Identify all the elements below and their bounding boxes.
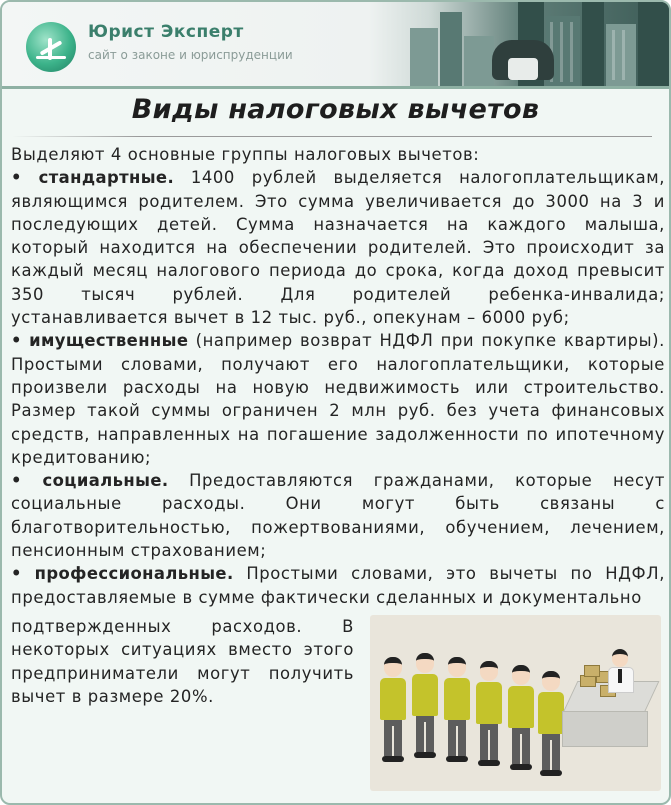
person-figure-icon — [444, 657, 470, 767]
list-item — [11, 469, 665, 562]
item-text: Простыми словами, это вычеты по НДФЛ, предоставляемые в сумме фактически сделанных и документально — [11, 564, 665, 607]
continuation-text: подтвержденных расходов. В некоторых ситуациях вместо этого предприниматели могут получить вычет в размере 20%. — [11, 617, 354, 706]
queue-illustration — [370, 615, 661, 791]
intro-paragraph: Выделяют 4 основные группы налоговых вычетов: — [11, 145, 480, 164]
item-term: стандартные. — [38, 168, 175, 188]
bullet: • — [11, 564, 22, 584]
article-body — [11, 143, 665, 609]
person-figure-icon — [476, 661, 502, 771]
person-figure-icon — [508, 665, 534, 775]
person-figure-icon — [412, 653, 438, 763]
item-term: имущественные — [29, 331, 189, 351]
person-figure-icon — [380, 657, 406, 767]
bullet: • — [11, 331, 22, 351]
site-title[interactable]: Юрист Эксперт — [88, 22, 244, 42]
document-box-icon — [584, 665, 600, 677]
item-text: (например возврат НДФЛ при покупке квартиры). Простыми словами, получают его налогоплательщики, которые произвели расходы на новую недвижимость или строительство. Размер такой суммы ограничен 2 млн руб. без учета финансовых средств, направленных на погашение задолженности по ипотечному кредитованию; — [11, 331, 665, 467]
site-header — [2, 2, 669, 89]
person-figure-icon — [538, 671, 564, 781]
scales-logo-icon[interactable] — [26, 22, 76, 72]
item-text: 1400 рублей выделяется налогоплательщикам, являющимся родителем. Это сумма увеличивается до 3000 на 3 и последующих детей. Сумма назначается на каждого малыша, который находится на обеспечении родителей. Это происходит за каждый месяц налогового периода до срока, когда доход превысит 350 тысяч рублей. Для родителей ребенка-инвалида; устанавливается вычет в 12 тыс. руб., опекунам – 6000 руб; — [11, 168, 666, 328]
list-item — [11, 166, 665, 329]
page-title: Виды налоговых вычетов — [131, 94, 540, 125]
bullet: • — [11, 168, 22, 188]
clerk-figure-icon — [608, 649, 632, 689]
list-item — [11, 562, 665, 609]
item-term: социальные. — [42, 471, 169, 491]
item-term: профессиональные. — [34, 564, 234, 584]
site-subtitle: сайт о законе и юриспруденции — [88, 48, 293, 62]
title-divider — [12, 136, 652, 137]
list-item — [11, 329, 665, 469]
bullet: • — [11, 471, 22, 491]
item-text: Предоставляются гражданами, которые несут социальные расходы. Они могут быть связаны с благотворительностью, пожертвованиями, обучением, лечением, пенсионным страхованием; — [11, 471, 665, 561]
